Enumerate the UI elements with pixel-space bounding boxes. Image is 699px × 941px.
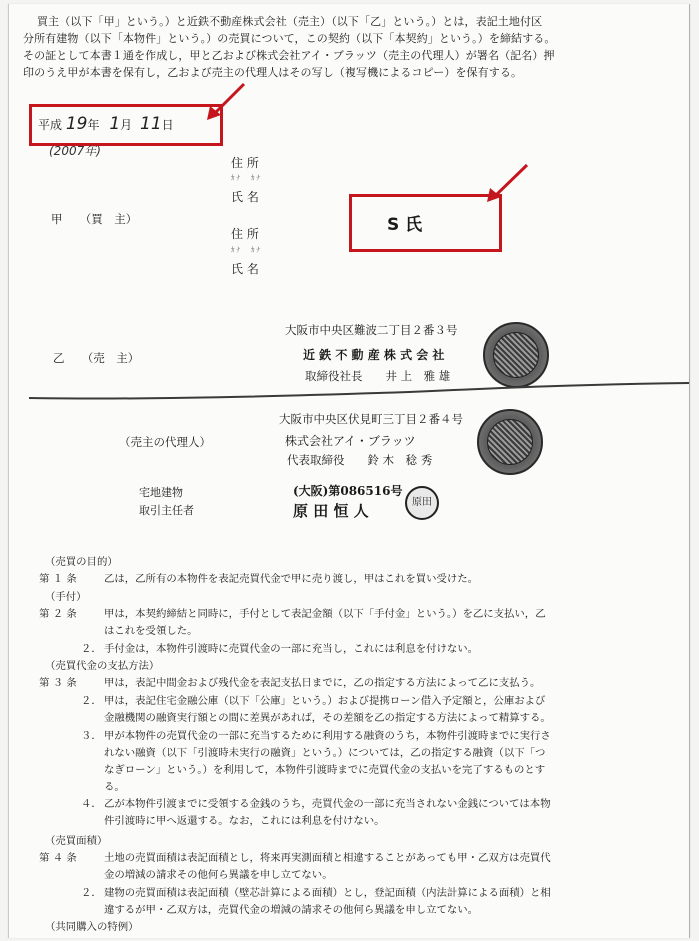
section-area-heading: （売買面積） bbox=[45, 835, 108, 847]
agent-address: 大阪市中央区伏見町三丁目２番４号 bbox=[279, 412, 463, 426]
broker-personal-seal: 原田 bbox=[405, 486, 439, 520]
article-3-line-1: 甲は，表記中間金および残代金を表記支払日までに，乙の指定する方法によって乙に支払う。 bbox=[104, 677, 541, 689]
article-3-para-3-line-1: 甲が本物件の売買代金の一部に充当するために利用する融資のうち，本物件引渡時までに実行さ bbox=[104, 730, 551, 742]
article-4-para-2-line-1: 建物の売買面積は表記面積（壁芯計算による面積）とし，登記面積（内法計算による面積）と相 bbox=[104, 887, 551, 899]
seller-company-seal bbox=[483, 322, 549, 388]
article-3-para-4-number: ４． bbox=[81, 798, 102, 810]
buyer-address-label-2: 住 所 bbox=[231, 227, 259, 241]
buyer-address-label: 住 所 bbox=[231, 156, 259, 170]
article-2-line-1: 甲は，本契約締結と同時に，手付として表記金額（以下「手付金」という。）を乙に支払い，乙 bbox=[104, 608, 546, 620]
date-month: 1 bbox=[109, 114, 121, 134]
article-3-para-2-number: ２． bbox=[81, 695, 102, 707]
date-era: 平成 bbox=[38, 118, 63, 132]
section-purpose-heading: （売買の目的） bbox=[45, 556, 118, 568]
article-3-para-2-line-2: 金融機関の融資実行額との間に差異があれば，その差額を乙の指定する方法によって精算する。 bbox=[104, 712, 551, 724]
seller-role-label: 乙 （売 主） bbox=[53, 351, 140, 365]
section-joint-purchase-heading: （共同購入の特例） bbox=[45, 921, 139, 933]
agent-company-seal bbox=[477, 409, 543, 475]
date-month-unit: 月 bbox=[120, 118, 133, 132]
section-payment-heading: （売買代金の支払方法） bbox=[45, 660, 160, 672]
section-deposit-heading: （手付） bbox=[45, 591, 87, 603]
date-handwritten-note: (2007年) bbox=[49, 144, 101, 158]
broker-label-2: 取引主任者 bbox=[139, 504, 194, 517]
buyer-highlight-name: S 氏 bbox=[387, 215, 423, 235]
broker-license-number: (大阪)第086516号 bbox=[293, 484, 403, 498]
intro-line-3: その証として本書１通を作成し，甲と乙および株式会社アイ・ブラッツ（売主の代理人）が署名（記名）押 bbox=[23, 49, 555, 62]
date-year-unit: 年 bbox=[87, 118, 100, 132]
buyer-redacted-2: ｶﾅ ｶﾅ bbox=[231, 246, 262, 254]
article-3-para-3-line-2: れない融資（以下「引渡時未実行の融資」という。）については，乙の指定する融資（以下「つ bbox=[104, 747, 546, 759]
buyer-redacted-1: ｶﾅ ｶﾅ bbox=[231, 174, 262, 182]
buyer-role-label: 甲 （買 主） bbox=[51, 212, 138, 226]
seller-address: 大阪市中央区難波二丁目２番３号 bbox=[285, 323, 458, 337]
agent-representative: 代表取締役 鈴 木 稔 秀 bbox=[287, 453, 433, 467]
broker-name: 原 田 恒 人 bbox=[293, 502, 369, 520]
article-4-para-2-line-2: 違するが甲・乙双方は，売買代金の増減の請求その他何ら異議を申し立てない。 bbox=[104, 904, 479, 916]
article-2-para-2-number: ２． bbox=[81, 643, 102, 655]
article-3-para-2-line-1: 甲は，表記住宅金融公庫（以下「公庫」という。）および提携ローン借入予定額と，公庫および bbox=[104, 695, 546, 707]
buyer-name-label: 氏 名 bbox=[231, 190, 259, 204]
article-4-line-1: 土地の売買面積は表記面積とし，将来再実測面積と相違することがあっても甲・乙双方は売買代 bbox=[104, 852, 551, 864]
article-3-number: 第 ３ 条 bbox=[39, 677, 77, 689]
article-2-line-2: はこれを受領した。 bbox=[104, 625, 198, 637]
buyer-name-highlight-box bbox=[349, 194, 502, 252]
buyer-name-label-2: 氏 名 bbox=[231, 262, 259, 276]
date-day-unit: 日 bbox=[161, 118, 174, 132]
article-4-line-2: 金の増減の請求その他何ら異議を申し立てない。 bbox=[104, 869, 333, 881]
intro-line-1: 買主（以下「甲」という。）と近鉄不動産株式会社（売主）（以下「乙」という。）とは，表記土地付区 bbox=[37, 15, 543, 28]
fold-line bbox=[29, 382, 689, 404]
article-3-para-3-line-4: る。 bbox=[104, 781, 125, 793]
article-2-number: 第 ２ 条 bbox=[39, 608, 77, 620]
date-day: 11 bbox=[140, 114, 162, 134]
seller-representative: 取締役社長 井 上 雅 雄 bbox=[305, 369, 451, 383]
article-1-number: 第 １ 条 bbox=[39, 573, 77, 585]
article-3-para-3-line-3: なぎローン」という。）を利用して，本物件引渡時までに売買代金の支払いを完了するものとす bbox=[104, 764, 546, 776]
intro-line-4: 印のうえ甲が本書を保有し，乙および売主の代理人はその写し（複写機によるコピー）を保有する。 bbox=[23, 66, 523, 79]
contract-page bbox=[8, 4, 690, 938]
article-3-para-4-line-1: 乙が本物件引渡までに受領する金銭のうち，売買代金の一部に充当されない金銭については本物 bbox=[104, 798, 551, 810]
seller-company: 近 鉄 不 動 産 株 式 会 社 bbox=[303, 348, 445, 362]
article-4-para-2-number: ２． bbox=[81, 887, 102, 899]
agent-company: 株式会社アイ・ブラッツ bbox=[285, 434, 416, 448]
article-4-number: 第 ４ 条 bbox=[39, 852, 77, 864]
article-1-text: 乙は，乙所有の本物件を表記売買代金で甲に売り渡し，甲はこれを買い受けた。 bbox=[104, 573, 479, 585]
article-2-para-2: 手付金は，本物件引渡時に売買代金の一部に充当し，これには利息を付けない。 bbox=[104, 643, 479, 655]
broker-label-1: 宅地建物 bbox=[139, 486, 183, 499]
contract-date bbox=[38, 114, 174, 134]
article-3-para-3-number: ３． bbox=[81, 730, 102, 742]
agent-role-label: （売主の代理人） bbox=[119, 435, 211, 449]
intro-line-2: 分所有建物（以下「本物件」という。）の売買について，この契約（以下「本契約」という。）を締結する。 bbox=[23, 32, 556, 45]
date-year: 19 bbox=[65, 114, 88, 134]
article-3-para-4-line-2: 件引渡時に甲へ返還する。なお，これには利息を付けない。 bbox=[104, 815, 385, 827]
